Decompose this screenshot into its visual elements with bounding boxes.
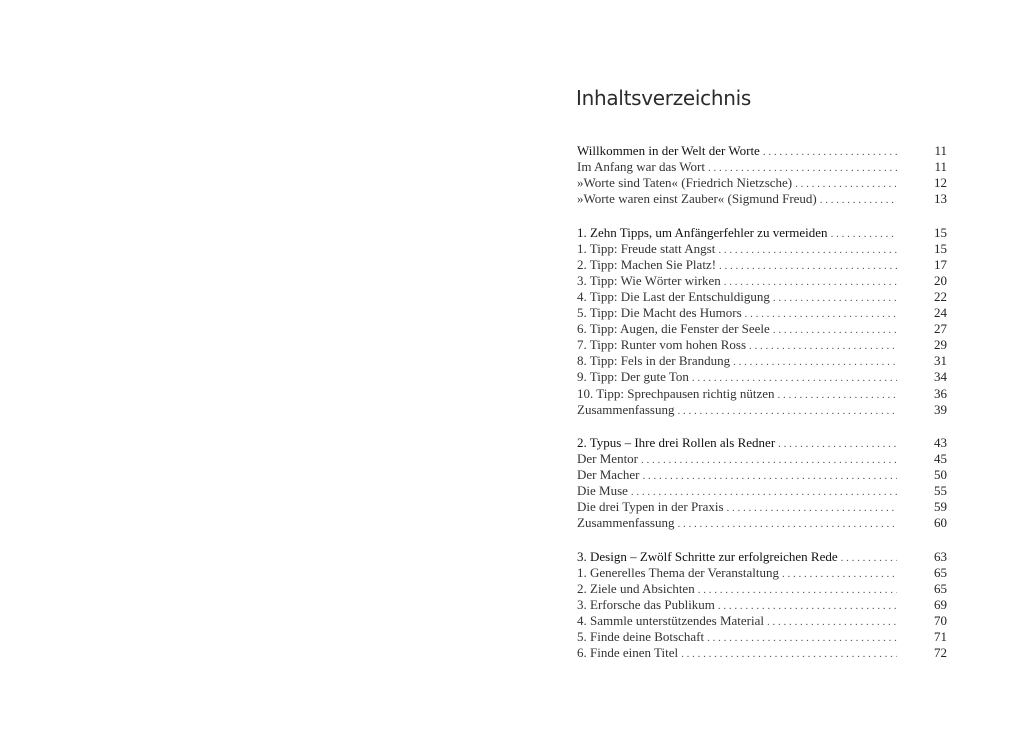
dot-leader: [631, 484, 897, 500]
toc-entry: [577, 467, 947, 483]
toc-title: Inhaltsverzeichnis: [576, 86, 751, 110]
dot-leader: [641, 452, 897, 468]
toc-entry-title: 10. Tipp: Sprechpausen richtig nützen: [577, 385, 775, 401]
toc-list: [577, 143, 947, 678]
toc-entry-title: 6. Tipp: Augen, die Fenster der Seele: [577, 321, 770, 337]
dot-leader: [820, 192, 897, 208]
toc-page-number: 20: [934, 272, 947, 288]
dot-leader: [778, 387, 897, 403]
toc-entry-title: 2. Ziele und Absichten: [577, 580, 695, 596]
toc-entry: [577, 629, 947, 645]
dot-leader: [773, 322, 897, 338]
toc-section: [577, 143, 947, 207]
toc-page-number: 31: [934, 353, 947, 369]
toc-entry: [577, 353, 947, 369]
dot-leader: [718, 242, 897, 258]
toc-entry: [577, 613, 947, 629]
toc-page-number: 43: [934, 434, 947, 450]
dot-leader: [782, 566, 897, 582]
toc-entry-title: Im Anfang war das Wort: [577, 159, 705, 175]
toc-page-number: 59: [934, 499, 947, 515]
toc-entry: [577, 565, 947, 581]
toc-entry: [577, 483, 947, 499]
toc-entry: [577, 321, 947, 337]
toc-entry-title: 5. Finde deine Botschaft: [577, 629, 705, 645]
dot-leader: [719, 258, 897, 274]
dot-leader: [749, 338, 897, 354]
toc-entry-title: »Worte waren einst Zauber« (Sigmund Freud): [577, 191, 817, 207]
toc-entry: [577, 191, 947, 207]
dot-leader: [677, 403, 897, 419]
toc-entry: [577, 402, 947, 418]
dot-leader: [677, 516, 897, 532]
toc-entry-title: »Worte sind Taten« (Friedrich Nietzsche): [577, 175, 793, 191]
toc-chapter-heading: [577, 435, 947, 451]
toc-entry-title: 3. Tipp: Wie Wörter wirken: [577, 272, 721, 288]
dot-leader: [681, 646, 897, 662]
toc-entry: [577, 597, 947, 613]
dot-leader: [692, 370, 897, 386]
toc-entry: [577, 175, 947, 191]
toc-page-number: 69: [934, 596, 947, 612]
toc-page-number: 13: [934, 191, 947, 207]
toc-page-number: 34: [934, 369, 947, 385]
toc-page-number: 71: [934, 629, 947, 645]
toc-entry: [577, 289, 947, 305]
toc-entry-title: 8. Tipp: Fels in der Brandung: [577, 353, 731, 369]
dot-leader: [773, 290, 897, 306]
toc-page-number: 55: [934, 483, 947, 499]
dot-leader: [718, 598, 897, 614]
toc-entry-title: 3. Erforsche das Publikum: [577, 596, 715, 612]
toc-entry: [577, 386, 947, 402]
dot-leader: [763, 144, 897, 160]
dot-leader: [745, 306, 897, 322]
toc-entry-title: 4. Tipp: Die Last der Entschuldigung: [577, 288, 770, 304]
toc-page-number: 39: [934, 401, 947, 417]
toc-entry: [577, 499, 947, 515]
toc-entry: [577, 257, 947, 273]
toc-page-number: 22: [934, 288, 947, 304]
toc-entry-title: 9. Tipp: Der gute Ton: [577, 369, 689, 385]
toc-entry: [577, 581, 947, 597]
dot-leader: [642, 468, 897, 484]
toc-entry-title: 1. Generelles Thema der Veranstaltung: [577, 564, 780, 580]
toc-entry: [577, 515, 947, 531]
toc-section: [577, 549, 947, 662]
toc-entry-title: 2. Typus – Ihre drei Rollen als Redner: [577, 434, 776, 450]
dot-leader: [698, 582, 897, 598]
toc-entry-title: 1. Zehn Tipps, um Anfängerfehler zu vermeiden: [577, 224, 828, 240]
toc-entry-title: Die Muse: [577, 483, 628, 499]
toc-page-number: 45: [934, 450, 947, 466]
toc-section: [577, 225, 947, 418]
toc-entry-title: 4. Sammle unterstützendes Material: [577, 613, 765, 628]
toc-entry: [577, 369, 947, 385]
toc-page-number: 15: [934, 240, 947, 256]
dot-leader: [831, 226, 897, 242]
toc-entry-title: Der Mentor: [577, 450, 639, 466]
toc-entry: [577, 337, 947, 353]
dot-leader: [778, 436, 897, 452]
toc-page-number: 27: [934, 321, 947, 337]
dot-leader: [727, 500, 897, 516]
dot-leader: [707, 630, 897, 646]
toc-entry-title: 6. Finde einen Titel: [577, 645, 679, 661]
toc-entry-title: Die drei Typen in der Praxis: [577, 499, 724, 515]
dot-leader: [733, 354, 897, 370]
toc-page: [510, 0, 1020, 756]
dot-leader: [724, 274, 897, 290]
toc-entry: [577, 645, 947, 661]
toc-page-number: 11: [934, 143, 947, 158]
toc-entry-title: Zusammenfassung: [577, 401, 675, 417]
toc-page-number: 65: [934, 564, 947, 580]
dot-leader: [795, 176, 897, 192]
toc-page-number: 12: [934, 175, 947, 191]
toc-entry-title: Willkommen in der Welt der Worte: [577, 143, 760, 158]
toc-entry-title: 7. Tipp: Runter vom hohen Ross: [577, 337, 747, 353]
toc-page-number: 29: [934, 337, 947, 353]
toc-page-number: 36: [934, 385, 947, 401]
toc-page-number: 24: [934, 305, 947, 321]
toc-page-number: 50: [934, 467, 947, 483]
toc-chapter-heading: [577, 225, 947, 241]
toc-page-number: 72: [934, 645, 947, 661]
toc-entry: [577, 159, 947, 175]
toc-chapter-heading: [577, 143, 947, 159]
toc-page-number: 60: [934, 515, 947, 531]
toc-entry: [577, 451, 947, 467]
toc-page-number: 70: [934, 613, 947, 628]
toc-entry: [577, 241, 947, 257]
toc-entry-title: 5. Tipp: Die Macht des Humors: [577, 305, 742, 321]
toc-entry-title: Zusammenfassung: [577, 515, 675, 531]
toc-entry-title: 3. Design – Zwölf Schritte zur erfolgreichen Rede: [577, 548, 838, 564]
toc-page-number: 17: [934, 256, 947, 272]
dot-leader: [708, 160, 897, 176]
toc-entry-title: Der Macher: [577, 467, 640, 483]
toc-entry: [577, 305, 947, 321]
toc-entry: [577, 273, 947, 289]
dot-leader: [841, 550, 897, 566]
toc-page-number: 15: [934, 224, 947, 240]
toc-entry-title: 1. Tipp: Freude statt Angst: [577, 240, 716, 256]
dot-leader: [767, 614, 897, 630]
toc-page-number: 11: [934, 159, 947, 175]
toc-entry-title: 2. Tipp: Machen Sie Platz!: [577, 256, 717, 272]
toc-page-number: 65: [934, 580, 947, 596]
toc-chapter-heading: [577, 549, 947, 565]
toc-section: [577, 435, 947, 532]
toc-page-number: 63: [934, 548, 947, 564]
